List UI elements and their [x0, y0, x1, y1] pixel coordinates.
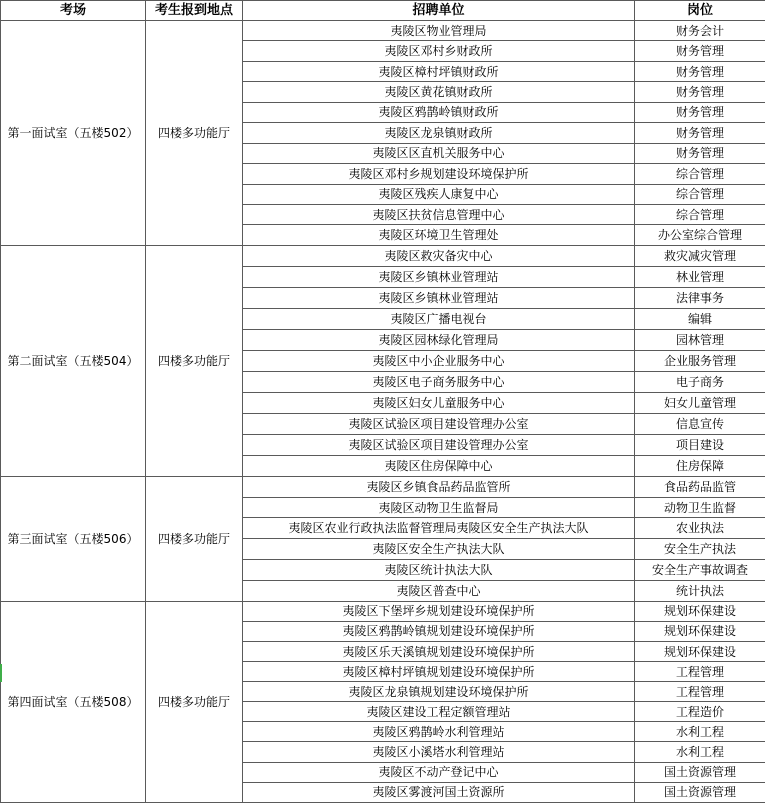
post-cell: 动物卫生监督 [635, 497, 765, 518]
location-cell: 四楼多功能厅 [146, 476, 243, 601]
table-row [1, 21, 765, 41]
unit-cell: 夷陵区中小企业服务中心 [243, 350, 635, 371]
post-cell: 安全生产事故调查 [635, 560, 765, 581]
post-cell: 项目建设 [635, 434, 765, 455]
post-cell: 水利工程 [635, 722, 765, 742]
unit-cell: 夷陵区樟村坪镇规划建设环境保护所 [243, 662, 635, 682]
unit-cell: 夷陵区试验区项目建设管理办公室 [243, 413, 635, 434]
post-cell: 工程造价 [635, 702, 765, 722]
unit-cell: 夷陵区普查中心 [243, 580, 635, 601]
unit-cell: 夷陵区扶贫信息管理中心 [243, 204, 635, 224]
unit-cell: 夷陵区乡镇林业管理站 [243, 287, 635, 308]
post-cell: 规划环保建设 [635, 621, 765, 641]
post-cell: 食品药品监管 [635, 476, 765, 497]
post-cell: 财务管理 [635, 41, 765, 61]
post-cell: 法律事务 [635, 287, 765, 308]
location-cell: 四楼多功能厅 [146, 21, 243, 246]
unit-cell: 夷陵区建设工程定额管理站 [243, 702, 635, 722]
post-cell: 国土资源管理 [635, 782, 765, 802]
post-cell: 综合管理 [635, 184, 765, 204]
table-row [1, 245, 765, 266]
post-cell: 财务管理 [635, 82, 765, 102]
table-row [1, 601, 765, 621]
unit-cell: 夷陵区妇女儿童服务中心 [243, 392, 635, 413]
post-cell: 水利工程 [635, 742, 765, 762]
post-cell: 电子商务 [635, 371, 765, 392]
unit-cell: 夷陵区残疾人康复中心 [243, 184, 635, 204]
post-cell: 企业服务管理 [635, 350, 765, 371]
post-cell: 办公室综合管理 [635, 225, 765, 245]
unit-cell: 夷陵区龙泉镇规划建设环境保护所 [243, 682, 635, 702]
post-cell: 财务管理 [635, 143, 765, 163]
header-location: 考生报到地点 [146, 1, 243, 21]
unit-cell: 夷陵区鸦鹊岭镇财政所 [243, 102, 635, 122]
post-cell: 园林管理 [635, 329, 765, 350]
header-post: 岗位 [635, 1, 765, 21]
unit-cell: 夷陵区农业行政执法监督管理局夷陵区安全生产执法大队 [243, 518, 635, 539]
unit-cell: 夷陵区救灾备灾中心 [243, 245, 635, 266]
post-cell: 住房保障 [635, 455, 765, 476]
room-cell: 第四面试室（五楼508） [1, 601, 146, 802]
unit-cell: 夷陵区电子商务服务中心 [243, 371, 635, 392]
unit-cell: 夷陵区试验区项目建设管理办公室 [243, 434, 635, 455]
unit-cell: 夷陵区邓村乡规划建设环境保护所 [243, 164, 635, 184]
post-cell: 财务管理 [635, 61, 765, 81]
unit-cell: 夷陵区乡镇食品药品监管所 [243, 476, 635, 497]
row-marker [0, 664, 2, 682]
post-cell: 农业执法 [635, 518, 765, 539]
post-cell: 工程管理 [635, 682, 765, 702]
post-cell: 综合管理 [635, 204, 765, 224]
post-cell: 林业管理 [635, 266, 765, 287]
table-body [1, 21, 765, 803]
room-cell: 第三面试室（五楼506） [1, 476, 146, 601]
unit-cell: 夷陵区住房保障中心 [243, 455, 635, 476]
post-cell: 安全生产执法 [635, 539, 765, 560]
post-cell: 工程管理 [635, 662, 765, 682]
unit-cell: 夷陵区区直机关服务中心 [243, 143, 635, 163]
post-cell: 规划环保建设 [635, 601, 765, 621]
unit-cell: 夷陵区龙泉镇财政所 [243, 123, 635, 143]
post-cell: 编辑 [635, 308, 765, 329]
header-room: 考场 [1, 1, 146, 21]
unit-cell: 夷陵区环境卫生管理处 [243, 225, 635, 245]
post-cell: 国土资源管理 [635, 762, 765, 782]
header-row [1, 1, 765, 21]
unit-cell: 夷陵区乐天溪镇规划建设环境保护所 [243, 641, 635, 661]
table-row [1, 476, 765, 497]
unit-cell: 夷陵区樟村坪镇财政所 [243, 61, 635, 81]
post-cell: 统计执法 [635, 580, 765, 601]
unit-cell: 夷陵区鸦鹊岭水利管理站 [243, 722, 635, 742]
post-cell: 财务会计 [635, 21, 765, 41]
post-cell: 综合管理 [635, 164, 765, 184]
location-cell: 四楼多功能厅 [146, 601, 243, 802]
post-cell: 妇女儿童管理 [635, 392, 765, 413]
unit-cell: 夷陵区小溪塔水利管理站 [243, 742, 635, 762]
header-unit: 招聘单位 [243, 1, 635, 21]
post-cell: 财务管理 [635, 102, 765, 122]
unit-cell: 夷陵区黄花镇财政所 [243, 82, 635, 102]
location-cell: 四楼多功能厅 [146, 245, 243, 476]
unit-cell: 夷陵区乡镇林业管理站 [243, 266, 635, 287]
unit-cell: 夷陵区雾渡河国土资源所 [243, 782, 635, 802]
room-cell: 第一面试室（五楼502） [1, 21, 146, 246]
unit-cell: 夷陵区园林绿化管理局 [243, 329, 635, 350]
room-cell: 第二面试室（五楼504） [1, 245, 146, 476]
unit-cell: 夷陵区安全生产执法大队 [243, 539, 635, 560]
unit-cell: 夷陵区下堡坪乡规划建设环境保护所 [243, 601, 635, 621]
post-cell: 信息宣传 [635, 413, 765, 434]
unit-cell: 夷陵区动物卫生监督局 [243, 497, 635, 518]
post-cell: 救灾减灾管理 [635, 245, 765, 266]
post-cell: 规划环保建设 [635, 641, 765, 661]
unit-cell: 夷陵区不动产登记中心 [243, 762, 635, 782]
unit-cell: 夷陵区物业管理局 [243, 21, 635, 41]
unit-cell: 夷陵区鸦鹊岭镇规划建设环境保护所 [243, 621, 635, 641]
unit-cell: 夷陵区统计执法大队 [243, 560, 635, 581]
post-cell: 财务管理 [635, 123, 765, 143]
unit-cell: 夷陵区邓村乡财政所 [243, 41, 635, 61]
unit-cell: 夷陵区广播电视台 [243, 308, 635, 329]
